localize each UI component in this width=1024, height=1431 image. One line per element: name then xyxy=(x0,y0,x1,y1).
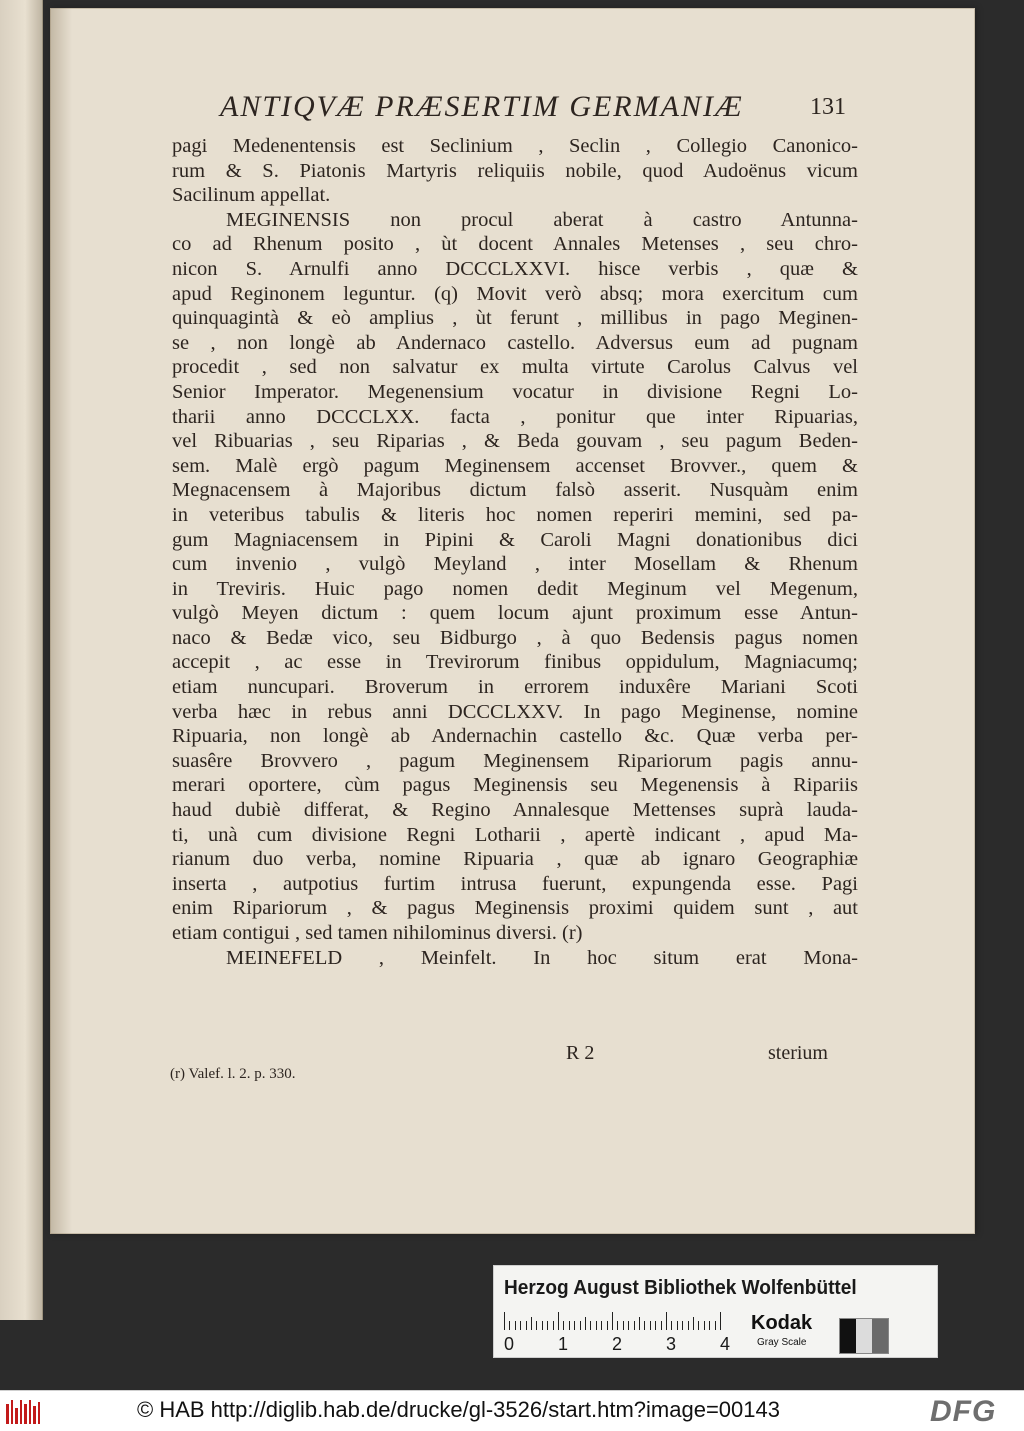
text-line: suasêre Brovvero , pagum Meginensem Ripariorum pagis annu- xyxy=(172,749,858,772)
ruler-tick xyxy=(547,1321,548,1330)
ruler-tick xyxy=(504,1312,505,1330)
ruler-tick xyxy=(585,1317,586,1330)
text-line: Senior Imperator. Megenensium vocatur in divisione Regni Lo- xyxy=(172,380,858,403)
ruler-tick xyxy=(590,1321,591,1330)
ruler-tick xyxy=(558,1312,559,1330)
text-line: rum & S. Piatonis Martyris reliquiis nobile, quod Audoënus vicum xyxy=(172,159,858,182)
text-line: apud Reginonem leguntur. (q) Movit verò absq; mora exercitum cum xyxy=(172,282,858,305)
kodak-brand: Kodak xyxy=(751,1312,813,1334)
text-line: accepit , ac esse in Trevirorum finibus oppidulum, Magniacumq; xyxy=(172,651,858,674)
ruler-tick xyxy=(612,1312,613,1330)
text-line: co ad Rhenum posito , ùt docent Annales Metenses , seu chro- xyxy=(172,233,858,256)
copyright-link[interactable]: © HAB http://diglib.hab.de/drucke/gl-3526/start.htm?image=00143 xyxy=(137,1397,780,1422)
text-line: merari oportere, cùm pagus Meginensis seu Megenensis à Ripariis xyxy=(172,774,858,797)
ruler-tick xyxy=(617,1321,618,1330)
ruler-tick xyxy=(639,1317,640,1330)
ruler-tick xyxy=(607,1321,608,1330)
gray-scale-label: Gray Scale xyxy=(757,1337,807,1348)
signature-mark: R 2 xyxy=(566,1042,595,1064)
text-line: pagi Medenentensis est Seclinium , Seclin , Collegio Canonico- xyxy=(172,135,858,157)
ruler-tick xyxy=(644,1321,645,1330)
scale-number: 0 xyxy=(504,1334,515,1354)
hab-logo-icon xyxy=(6,1398,40,1424)
text-line: MEGINENSIS non procul aberat à castro Antunna- xyxy=(226,208,858,231)
text-line: enim Ripariorum , & pagus Meginensis proximi quidem sunt , aut xyxy=(172,897,858,920)
scale-number: 4 xyxy=(720,1334,731,1354)
text-line: rianum duo verba, nomine Ripuaria , quæ ab ignaro Geographiæ xyxy=(172,848,858,871)
ruler-tick xyxy=(693,1317,694,1330)
text-line: etiam nuncupari. Broverum in errorem induxêre Mariani Scoti xyxy=(172,676,858,699)
text-line: haud dubiè differat, & Regino Annalesque Mettenses suprà lauda- xyxy=(172,799,858,822)
ruler-tick xyxy=(520,1321,521,1330)
ruler-tick xyxy=(628,1321,629,1330)
text-line: se , non longè ab Andernaco castello. Adversus eum ad pugnam xyxy=(172,331,858,354)
ruler-tick xyxy=(650,1321,651,1330)
ruler-tick xyxy=(677,1321,678,1330)
text-line: Megnacensem à Majoribus dictum falsò asserit. Nusquàm enim xyxy=(172,479,858,502)
ruler-tick xyxy=(515,1321,516,1330)
ruler-tick xyxy=(682,1321,683,1330)
ruler-tick xyxy=(580,1321,581,1330)
ruler-tick xyxy=(563,1321,564,1330)
ruler-tick xyxy=(623,1321,624,1330)
ruler-tick xyxy=(542,1321,543,1330)
gray-patch xyxy=(872,1319,888,1353)
footnote: (r) Valef. l. 2. p. 330. xyxy=(170,1066,296,1082)
ruler-tick xyxy=(574,1321,575,1330)
ruler-tick xyxy=(601,1321,602,1330)
ruler-tick xyxy=(709,1321,710,1330)
gray-patch xyxy=(840,1319,856,1353)
ruler-tick xyxy=(634,1321,635,1330)
text-line: Sacilinum appellat. xyxy=(172,184,331,207)
text-line: naco & Bedæ vico, seu Bidburgo , à quo Bedensis pagus nomen xyxy=(172,626,858,649)
ruler-tick xyxy=(688,1321,689,1330)
text-line: gum Magniacensem in Pipini & Caroli Magni donationibus dici xyxy=(172,528,858,551)
text-line: inserta , autpotius furtim intrusa fuerunt, expungenda esse. Pagi xyxy=(172,872,858,895)
ruler-tick xyxy=(720,1312,721,1330)
text-line: vel Ribuarias , seu Riparias , & Beda gouvam , seu pagum Beden- xyxy=(172,430,858,453)
ruler-tick xyxy=(666,1312,667,1330)
dfg-logo: DFG xyxy=(930,1395,997,1428)
ruler-tick xyxy=(655,1321,656,1330)
gray-patch xyxy=(856,1319,872,1353)
ruler-tick xyxy=(715,1321,716,1330)
gray-patches xyxy=(839,1318,889,1354)
text-line: procedit , sed non salvatur ex multa virtute Carolus Calvus vel xyxy=(172,356,858,379)
ruler-tick xyxy=(698,1321,699,1330)
text-line: Ripuaria, non longè ab Andernachin castello &c. Quæ verba per- xyxy=(172,725,858,748)
text-line: in Treviris. Huic pago nomen dedit Meginum vel Megenum, xyxy=(172,577,858,600)
ruler-tick xyxy=(596,1321,597,1330)
text-line: ti, unà cum divisione Regni Lotharii , apertè indicant , apud Ma- xyxy=(172,823,858,846)
text-line: in veteribus tabulis & literis hoc nomen reperiri memini, sed pa- xyxy=(172,503,858,526)
body-text xyxy=(172,134,858,1074)
text-line: nicon S. Arnulfi anno DCCCLXXVI. hisce verbis , quæ & xyxy=(172,257,858,280)
previous-page-edge xyxy=(0,0,43,1320)
ruler-tick xyxy=(509,1321,510,1330)
running-head: ANTIQVÆ PRÆSERTIM GERMANIÆ xyxy=(220,90,744,123)
text-line: verba hæc in rebus anni DCCCLXXV. In pago Meginense, nomine xyxy=(172,700,858,723)
ruler-tick xyxy=(569,1321,570,1330)
scale-number: 2 xyxy=(612,1334,623,1354)
text-line: etiam contigui , sed tamen nihilominus diversi. (r) xyxy=(172,922,583,944)
scale-number: 1 xyxy=(558,1334,569,1354)
text-line: sem. Malè ergò pagum Meginensem accenset Brovver., quem & xyxy=(172,454,858,477)
ruler-tick xyxy=(536,1321,537,1330)
ruler-tick xyxy=(661,1321,662,1330)
text-line: vulgò Meyen dictum : quem locum ajunt proximum esse Antun- xyxy=(172,602,858,625)
ruler-tick xyxy=(671,1321,672,1330)
text-line: tharii anno DCCCLXX. facta , ponitur que inter Ripuarias, xyxy=(172,405,858,428)
ruler-tick xyxy=(553,1321,554,1330)
book-page xyxy=(50,8,975,1234)
footer-bar xyxy=(0,1390,1024,1431)
ruler-scale xyxy=(504,1312,734,1330)
color-calibration-card xyxy=(493,1265,938,1358)
library-name: Herzog August Bibliothek Wolfenbüttel xyxy=(504,1276,857,1299)
ruler-tick xyxy=(526,1321,527,1330)
page-number: 131 xyxy=(810,94,846,120)
catchword: sterium xyxy=(768,1042,828,1064)
text-line: quinquagintà & eò amplius , ùt ferunt , millibus in pago Meginen- xyxy=(172,307,858,330)
text-line: MEINEFELD , Meinfelt. In hoc situm erat Mona- xyxy=(226,946,858,969)
text-line: cum invenio , vulgò Meyland , inter Mosellam & Rhenum xyxy=(172,553,858,576)
ruler-tick xyxy=(704,1321,705,1330)
ruler-tick xyxy=(531,1317,532,1330)
scale-number: 3 xyxy=(666,1334,677,1354)
